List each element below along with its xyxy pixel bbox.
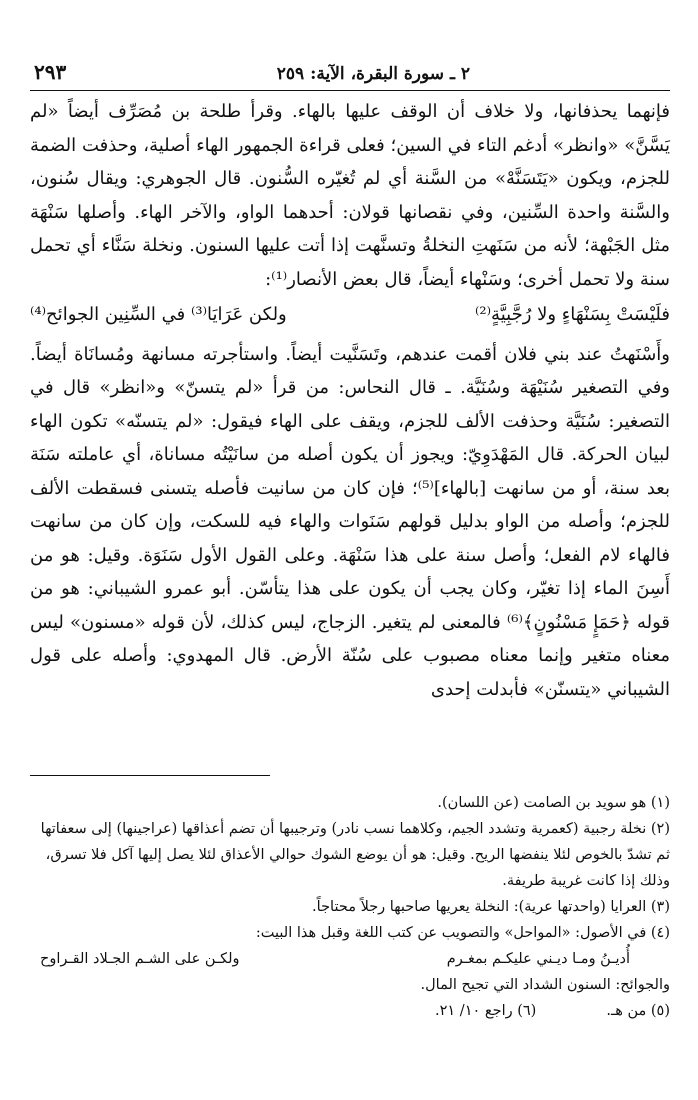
page-number: ٢٩٣ — [34, 60, 67, 84]
footnote-last-line — [30, 998, 670, 1024]
footnote-verse-first: أُديـنُ ومـا ديـني عليكـم بمغـرم — [446, 951, 630, 967]
footnotes — [30, 790, 670, 1024]
book-page — [30, 0, 670, 1100]
footnote-1: (١) هو سويد بن الصامت (عن اللسان). — [437, 795, 670, 811]
footnote-rule — [30, 775, 270, 776]
footnote-5: (٥) من هـ. — [606, 1003, 670, 1019]
page-header — [30, 58, 670, 90]
paragraph-1: فإنهما يحذفانها، ولا خلاف أن الوقف عليها بالهاء. وقرأ طلحة بن مُصَرِّف أيضاً «لم يَسَّنَّ» «وانظر» أدغم التاء في السين؛ فعلى قراءة الجمهور الهاء أصلية، وحذفت الضمة للجزم، ويكون «يَتَسَنَّهْ» من السَّنة أي لم تُغيّره السُّنون. قال الجوهري: ويقال سُنون، والسَّنة واحدة السِّنين، وفي نقصانها قولان: أحدهما الواو، والآخر الهاء. وأصلها سَنْهَة مثل الجَبْهة؛ لأنه من سَنَهتِ النخلةُ وتسنَّهت إذا أتت عليها السنون. ونخلة سَنَّاء أي تحمل سنة ولا تحمل أخرى؛ وسَنْهاء أيضاً، قال بعض الأنصار⁽¹⁾: — [30, 101, 670, 290]
footnote-4-verse — [30, 946, 670, 972]
verse-hemistich-second: ولكن عَرَايَا⁽³⁾ في السِّنِين الجوائح⁽⁴⁾ — [30, 304, 287, 325]
running-title: ٢ ـ سورة البقرة، الآية: ٢٥٩ — [276, 64, 470, 84]
verse-hemistich-first: فلَيْسَتْ بِسَنْهَاءٍ ولا رُجَّبِيَّةٍ⁽²⁾ — [475, 304, 670, 325]
footnote-4-gloss: والجوائح: السنون الشداد التي تجيح المال. — [420, 977, 670, 993]
poetry-verse — [30, 298, 670, 332]
paragraph-2: وأَسْنَهتُ عند بني فلان أقمت عندهم، وتَسَنَّيت أيضاً. واستأجرته مسانهة ومُسانَاة أيضاً. وفي التصغير سُنَيْهَة وسُنَيَّة. ـ قال النحاس: من قرأ «لم يتسنّ» و«انظر» قال في التصغير: سُنَيَّة وحذفت الألف للجزم، ويقف على الهاء فيقول: «لم يتسنّه» تكون الهاء لبيان الحركة. قال المَهْدَوِيّ: ويجوز أن يكون أصله من سانَيْتُه مساناة، أي عاملته سَنَة بعد سنة، أو من سانهت [بالهاء]⁽⁵⁾؛ فإن كان من سانيت فأصله يتسنى فسقطت الألف للجزم؛ وأصله من الواو بدليل قولهم سَنَوات والهاء فيه للسكت، وإن كان من سانهت فالهاء لام الفعل؛ وأصل سنة على هذا سَنْهَة. وعلى القول الأول سَنَوَة. وقيل: هو من أَسِنَ الماء إذا تغيّر، وكان يجب أن يكون على هذا يتأسّن. أبو عمرو الشيباني: هو من قوله ﴿حَمَإٍ مَسْنُونٍ﴾⁽⁶⁾ فالمعنى لم يتغير. الزجاج، ليس كذلك، لأن قوله «مسنون» ليس معناه متغير وإنما معناه مصبوب على سُنّة الأرض. قال المهدوي: وأصله على قول الشيباني «يتسنّن» فأبدلت إحدى — [30, 343, 671, 700]
footnote-4: (٤) في الأصول: «المواحل» والتصويب عن كتب اللغة وقبل هذا البيت: — [255, 925, 670, 941]
main-text — [30, 95, 670, 706]
footnote-verse-second: ولكـن على الشـم الجـلاد القـراوح — [40, 951, 240, 967]
footnote-3: (٣) العرايا (واحدتها عرية): النخلة يعريها صاحبها رجلاً محتاجاً. — [312, 899, 670, 915]
footnote-2: (٢) نخلة رجبية (كعمرية وتشدد الجيم، وكلاهما نسب نادر) وترجيبها أن تضم أعذاقها (عراجينها) إلى سعفاتها ثم تشدّ بالخوص لئلا ينفضها الريح. وقيل: هو أن يوضع الشوك حوالي الأعذاق لئلا يصل إليها آكل فلا تسرق، وذلك إذا كانت غريبة طريفة. — [40, 821, 670, 889]
footnote-6: (٦) راجع ١٠/ ٢١. — [435, 1003, 537, 1019]
header-rule — [30, 90, 670, 91]
